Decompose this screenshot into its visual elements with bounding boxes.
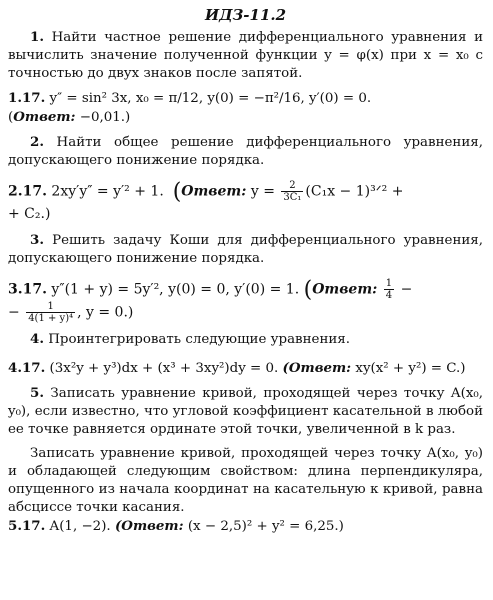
task-5-text: Записать уравнение кривой, проходящей через точку A(x₀, y₀), если известно, что угловой коэффициент касательной в любой ее точке равняется ординате этой точки, увеличенной в k раз.	[8, 386, 483, 437]
answer-open-paren: (	[8, 110, 14, 125]
answer-value: −0,01.)	[75, 110, 131, 125]
answer-tail-1: −	[396, 281, 413, 298]
fraction-numerator: 1	[26, 301, 75, 313]
example-3-17-equation: y″(1 + y) = 5y′², y(0) = 0, y′(0) = 1.	[46, 281, 300, 298]
task-5-number: 5.	[30, 385, 44, 401]
task-2-number: 2.	[30, 134, 44, 150]
example-5-17-point: A(1, −2).	[45, 519, 111, 534]
task-3	[8, 231, 483, 268]
answer-tail-2: , y = 0.)	[77, 304, 134, 321]
example-4-17-number: 4.17.	[8, 360, 46, 376]
example-3-17: 3.17. y″(1 + y) = 5y′², y(0) = 0, y′(0) = 1. (Ответ: $\frac{1}{4}$ −	[8, 277, 413, 303]
answer-label: (Ответ:	[114, 518, 184, 534]
example-1-17-answer	[8, 108, 483, 127]
answer-value: (x − 2,5)² + y² = 6,25.)	[183, 519, 344, 534]
example-1-17	[8, 89, 483, 108]
task-3-number: 3.	[30, 232, 44, 248]
answer-lead-2: −	[8, 304, 25, 321]
answer-fraction	[281, 180, 303, 203]
task-1-number: 1.	[30, 29, 44, 45]
fraction-numerator: 2	[281, 180, 303, 192]
task-2-text: Найти общее решение дифференциального уравнения, допускающего понижение порядка.	[8, 135, 483, 168]
fraction-denominator: 4(1 + y)⁴	[28, 313, 74, 324]
task-4-number: 4.	[30, 331, 44, 347]
task-1-text: Найти частное решение дифференциального уравнения и вычислить значение полученной функции y = φ(x) при x = x₀ с точностью до двух знаков после запятой.	[8, 30, 483, 81]
example-1-17-number: 1.17.	[8, 90, 46, 106]
example-2-17-equation: 2xy′y″ = y′² + 1.	[46, 183, 164, 200]
answer-label: (Ответ:	[282, 360, 352, 376]
answer-lhs: y =	[246, 183, 280, 200]
task-2	[8, 133, 483, 170]
example-4-17-equation: (3x²y + y³)dx + (x³ + 3xy²)dy = 0.	[45, 361, 279, 376]
page-title: ИДЗ-11.2	[204, 6, 287, 24]
task-3-text: Решить задачу Коши для дифференциального уравнения, допускающего понижение порядка.	[8, 233, 483, 266]
example-2-17-answer-cont: + C₂.)	[8, 206, 51, 222]
example-4-17	[8, 359, 483, 378]
example-5-17-number: 5.17.	[8, 518, 46, 534]
task-1	[8, 28, 483, 83]
example-3-17-answer-cont	[8, 301, 483, 324]
example-3-17-number: 3.17.	[8, 281, 47, 298]
answer-rhs: (C₁x − 1)³ᐟ² +	[305, 183, 404, 200]
example-2-17: 2.17. 2xy′y″ = y′² + 1. (Ответ: y = $\frac{2}{\text{3C₁}}$ (C₁x − 1)³ᐟ² +	[8, 179, 404, 205]
task-4-text: Проинтегрировать следующие уравнения.	[43, 332, 351, 347]
example-1-17-equation: y″ = sin² 3x, x₀ = π/12, y(0) = −π²/16, y′(0) = 0.	[45, 91, 372, 106]
fraction-denominator: 3C₁	[283, 192, 302, 203]
answer-fraction-1	[384, 278, 394, 301]
example-5-17	[8, 517, 483, 536]
answer-fraction-2	[26, 301, 75, 324]
answer-label: Ответ:	[13, 109, 76, 125]
fraction-numerator: 1	[385, 278, 393, 289]
answer-label: Ответ:	[181, 183, 247, 200]
example-2-17-number: 2.17.	[8, 183, 47, 200]
answer-value: xy(x² + y²) = C.)	[351, 361, 466, 376]
task-5	[8, 384, 483, 439]
task-4	[8, 330, 483, 349]
fraction-denominator: 4	[385, 290, 393, 301]
answer-label: Ответ:	[312, 281, 378, 298]
task-5-variant: Записать уравнение кривой, проходящей через точку A(x₀, y₀) и обладающей следующим свойством: длина перпендикуляра, опущенного из начала координат на касательную к кривой, равна абсциссе точки касания.	[8, 446, 483, 515]
